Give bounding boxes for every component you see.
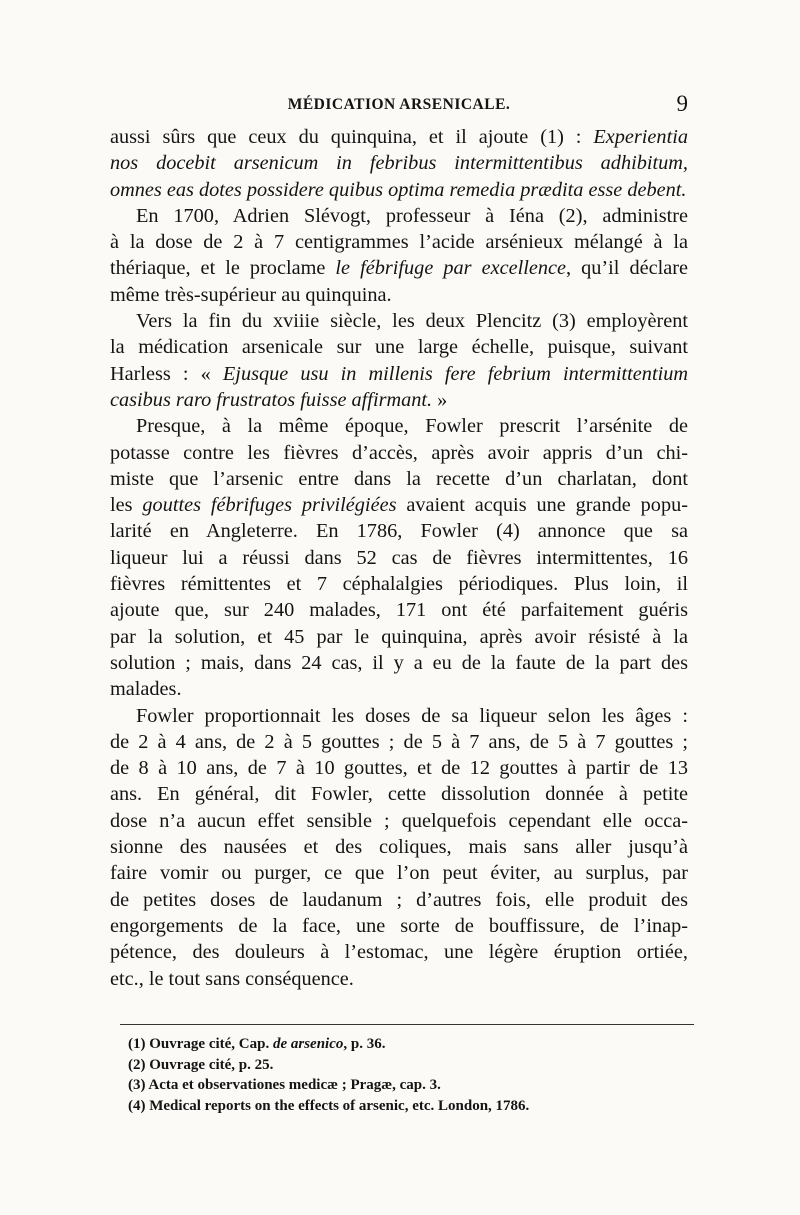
text-line bbox=[110, 913, 688, 939]
text-line bbox=[110, 124, 688, 150]
text-line bbox=[110, 492, 688, 518]
text-line bbox=[110, 413, 688, 439]
text-line bbox=[110, 282, 688, 308]
text-segment: ans. En général, dit Fowler, cette dissolution donnée à petite bbox=[110, 783, 688, 806]
text-segment: avaient acquis une grande popu- bbox=[396, 494, 688, 517]
text-segment: les bbox=[110, 494, 143, 517]
italic-text: de arsenico bbox=[272, 1036, 344, 1052]
text-segment: de 2 à 4 ans, de 2 à 5 gouttes ; de 5 à 7 ans, de 5 à 7 gouttes ; bbox=[110, 730, 688, 753]
text-segment: (2) Ouvrage cité, p. 25. bbox=[128, 1056, 274, 1073]
text-line bbox=[110, 255, 688, 281]
text-line bbox=[110, 808, 688, 834]
text-segment: de petites doses de laudanum ; d’autres fois, elle produit des bbox=[110, 888, 688, 911]
text-segment: la médication arsenicale sur une large échelle, puisque, suivant bbox=[110, 336, 688, 359]
text-segment: de 8 à 10 ans, de 7 à 10 gouttes, et de 12 gouttes à partir de 13 bbox=[110, 757, 688, 780]
footnotes bbox=[128, 1034, 694, 1116]
text-line bbox=[110, 545, 688, 571]
text-line bbox=[110, 203, 688, 229]
text-line bbox=[110, 887, 688, 913]
italic-text: Ejusque usu in millenis fere febrium intermittentium bbox=[222, 362, 688, 385]
footnote bbox=[128, 1075, 694, 1096]
italic-text: gouttes fébrifuges privilégiées bbox=[142, 494, 397, 517]
text-line bbox=[110, 939, 688, 965]
text-segment: à la dose de 2 à 7 centigrammes l’acide arsénieux mélangé à la bbox=[110, 231, 688, 254]
text-segment: fièvres rémittentes et 7 céphalalgies périodiques. Plus loin, il bbox=[110, 573, 688, 596]
text-line bbox=[110, 650, 688, 676]
text-segment: Vers la fin du xviiie siècle, les deux Plencitz (3) employèrent bbox=[136, 310, 688, 333]
text-line bbox=[110, 676, 688, 702]
text-segment: potasse contre les fièvres d’accès, après avoir appris d’un chi- bbox=[110, 441, 688, 464]
footnote bbox=[128, 1034, 694, 1055]
text-segment: miste que l’arsenic entre dans la recette d’un charlatan, dont bbox=[110, 467, 688, 490]
text-line bbox=[110, 361, 688, 387]
text-segment: , qu’il déclare bbox=[566, 257, 688, 280]
text-line bbox=[110, 571, 688, 597]
text-segment: engorgements de la face, une sorte de bouffissure, de l’inap- bbox=[110, 914, 688, 937]
text-segment: larité en Angleterre. En 1786, Fowler (4) annonce que sa bbox=[110, 520, 688, 543]
text-line bbox=[110, 229, 688, 255]
text-segment: (1) Ouvrage cité, Cap. bbox=[128, 1036, 273, 1052]
footnote-rule bbox=[120, 1024, 694, 1025]
text-segment: Harless : « bbox=[110, 362, 223, 385]
text-segment: même très-supérieur au quinquina. bbox=[110, 283, 392, 306]
italic-text: casibus raro frustratos fuisse affirmant. bbox=[110, 388, 433, 411]
text-segment: par la solution, et 45 par le quinquina, après avoir résisté à la bbox=[110, 625, 688, 648]
footnote bbox=[128, 1096, 694, 1117]
text-line bbox=[110, 466, 688, 492]
text-line bbox=[110, 755, 688, 781]
text-line bbox=[110, 860, 688, 886]
text-line bbox=[110, 387, 688, 413]
text-segment: solution ; mais, dans 24 cas, il y a eu de la faute de la part des bbox=[110, 651, 688, 674]
text-line bbox=[110, 597, 688, 623]
footnote bbox=[128, 1055, 694, 1076]
text-segment: En 1700, Adrien Slévogt, professeur à Iéna (2), administre bbox=[136, 204, 688, 227]
italic-text: le fébrifuge par excellence bbox=[335, 257, 566, 280]
italic-text: omnes eas dotes possidere quibus optima remedia prædita esse debent. bbox=[110, 178, 687, 201]
italic-text: Experientia bbox=[593, 126, 688, 148]
text-line bbox=[110, 177, 688, 203]
text-line bbox=[110, 781, 688, 807]
text-segment: malades. bbox=[110, 678, 182, 701]
text-segment: Presque, à la même époque, Fowler prescrit l’arsénite de bbox=[136, 415, 688, 438]
text-line bbox=[110, 440, 688, 466]
text-line bbox=[110, 966, 688, 992]
text-line bbox=[110, 729, 688, 755]
text-segment: dose n’a aucun effet sensible ; quelquefois cependant elle occa- bbox=[110, 809, 688, 832]
page-number: 9 bbox=[676, 91, 688, 116]
running-title: MÉDICATION ARSENICALE. bbox=[287, 96, 511, 113]
text-segment: » bbox=[432, 388, 448, 411]
text-line bbox=[110, 334, 688, 360]
text-line bbox=[110, 518, 688, 544]
text-segment: faire vomir ou purger, ce que l’on peut éviter, au surplus, par bbox=[110, 862, 688, 885]
text-line bbox=[110, 150, 688, 176]
text-segment: sionne des nausées et des coliques, mais sans aller jusqu’à bbox=[110, 836, 688, 859]
text-line bbox=[110, 624, 688, 650]
text-segment: Fowler proportionnait les doses de sa liqueur selon les âges : bbox=[136, 704, 688, 727]
text-segment: (4) Medical reports on the effects of arsenic, etc. London, 1786. bbox=[128, 1097, 530, 1114]
text-segment: pétence, des douleurs à l’estomac, une légère éruption ortiée, bbox=[110, 941, 688, 964]
text-line bbox=[110, 703, 688, 729]
text-line bbox=[110, 308, 688, 334]
text-segment: thériaque, et le proclame bbox=[110, 257, 336, 280]
text-segment: liqueur lui a réussi dans 52 cas de fièvres intermittentes, 16 bbox=[110, 546, 688, 569]
text-segment: aussi sûrs que ceux du quinquina, et il ajoute (1) : bbox=[110, 126, 594, 148]
text-line bbox=[110, 834, 688, 860]
italic-text: nos docebit arsenicum in febribus intermittentibus adhibitum, bbox=[110, 152, 688, 175]
body-text bbox=[110, 124, 688, 992]
text-segment: (3) Acta et observationes medicæ ; Pragæ, cap. 3. bbox=[128, 1077, 441, 1093]
page-header bbox=[110, 91, 688, 126]
text-segment: , p. 36. bbox=[343, 1036, 386, 1052]
text-segment: etc., le tout sans conséquence. bbox=[110, 967, 354, 990]
text-segment: ajoute que, sur 240 malades, 171 ont été parfaitement guéris bbox=[110, 599, 688, 622]
